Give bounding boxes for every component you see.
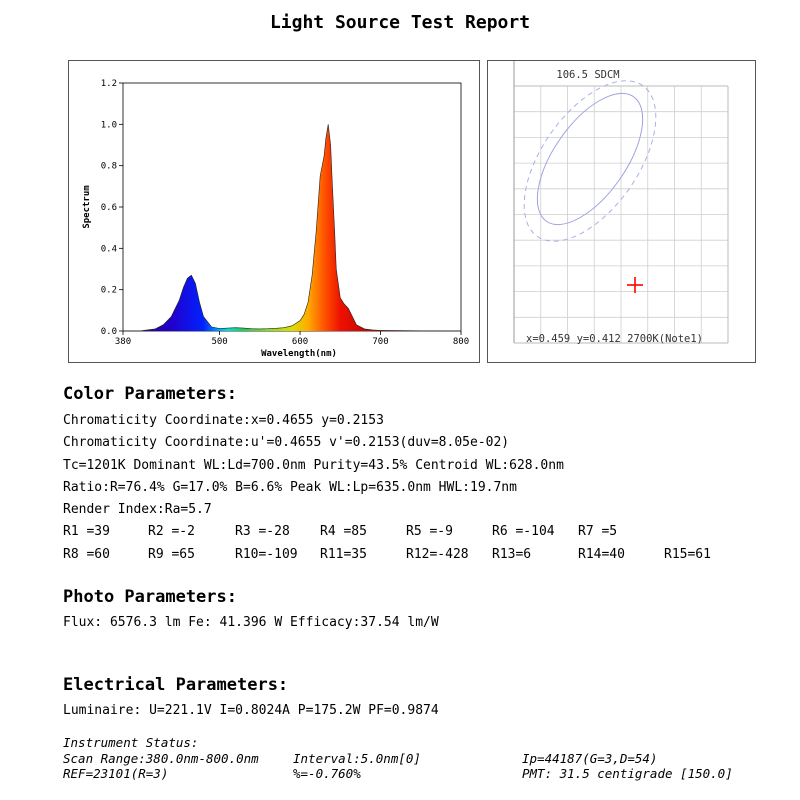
sdcm-label: 106.5 SDCM [556,69,620,81]
plot-area [123,83,461,331]
r-value-r15: R15=61 [664,547,711,562]
r-value-r10: R10=-109 [235,547,298,562]
r-value-r13: R13=6 [492,547,532,562]
report-title: Light Source Test Report [269,12,531,33]
chromaticity-xy: Chromaticity Coordinate:x=0.4655 y=0.2153 [63,413,384,428]
y-tick-label: 0.6 [100,203,117,213]
x-tick-label: 380 [114,337,132,347]
spectrum-series-line [123,124,461,331]
photo-params-heading: Photo Parameters: [63,587,237,607]
y-tick-label: 0.4 [100,244,117,255]
interval: Interval:5.0nm[0] [293,751,421,766]
color-params-heading: Color Parameters: [63,384,237,404]
ip-value: Ip=44187(G=3,D=54) [522,751,658,766]
spectrum-chart-panel [68,60,480,363]
spectrum-series-area [123,124,461,331]
r-value-r9: R9 =65 [148,547,195,562]
y-tick-label: 1.0 [100,120,117,131]
r-value-r11: R11=35 [320,547,367,562]
cie-chart [488,61,755,362]
x-tick-label: 600 [291,337,309,347]
chromaticity-uv: Chromaticity Coordinate:u'=0.4655 v'=0.2153(duv=8.05e-02) [63,435,510,450]
r-value-r7: R7 =5 [578,524,618,539]
x-tick-label: 500 [211,337,228,347]
r-value-r12: R12=-428 [406,547,469,562]
cie-chart-panel [487,60,756,363]
electrical-params-heading: Electrical Parameters: [63,675,289,695]
chromaticity-point-marker [627,277,643,293]
x-tick-label: 700 [372,337,389,347]
flux-line: Flux: 6576.3 lm Fe: 41.396 W Efficacy:37.54 lm/W [63,615,439,630]
spectrum-chart [69,61,479,362]
cie-readout: x=0.459 y=0.412 2700K(Note1) [526,333,704,345]
luminaire-line: Luminaire: U=221.1V I=0.8024A P=175.2W PF=0.9874 [63,703,439,718]
r-value-r1: R1 =39 [63,524,110,539]
y-axis-label: Spectrum [82,185,92,229]
y-tick-label: 0.8 [100,161,117,172]
x-tick-label: 800 [452,337,470,347]
rgb-ratio-line: Ratio:R=76.4% G=17.0% B=6.6% Peak WL:Lp=635.0nm HWL:19.7nm [63,480,517,495]
r-value-r2: R2 =-2 [148,524,195,539]
ref-value: REF=23101(R=3) [63,766,169,781]
r-value-r4: R4 =85 [320,524,367,539]
y-tick-label: 0.2 [100,285,117,296]
pmt-value: PMT: 31.5 centigrade [150.0] [522,766,733,781]
instrument-heading: Instrument Status: [63,735,199,750]
percent-value: %=-0.760% [293,766,361,781]
r-value-r6: R6 =-104 [492,524,555,539]
r-value-r14: R14=40 [578,547,625,562]
y-tick-label: 0.0 [100,327,117,337]
r-value-r5: R5 =-9 [406,524,453,539]
sdcm-outer-ellipse [498,61,682,264]
scan-range: Scan Range:380.0nm-800.0nm [63,751,259,766]
y-tick-label: 1.2 [100,79,117,89]
color-temperature-line: Tc=1201K Dominant WL:Ld=700.0nm Purity=43.5% Centroid WL:628.0nm [63,458,564,473]
sdcm-inner-ellipse [517,76,663,242]
r-value-r8: R8 =60 [63,547,110,562]
r-value-r3: R3 =-28 [235,524,290,539]
render-index: Render Index:Ra=5.7 [63,502,212,517]
x-axis-label: Wavelength(nm) [261,349,337,359]
